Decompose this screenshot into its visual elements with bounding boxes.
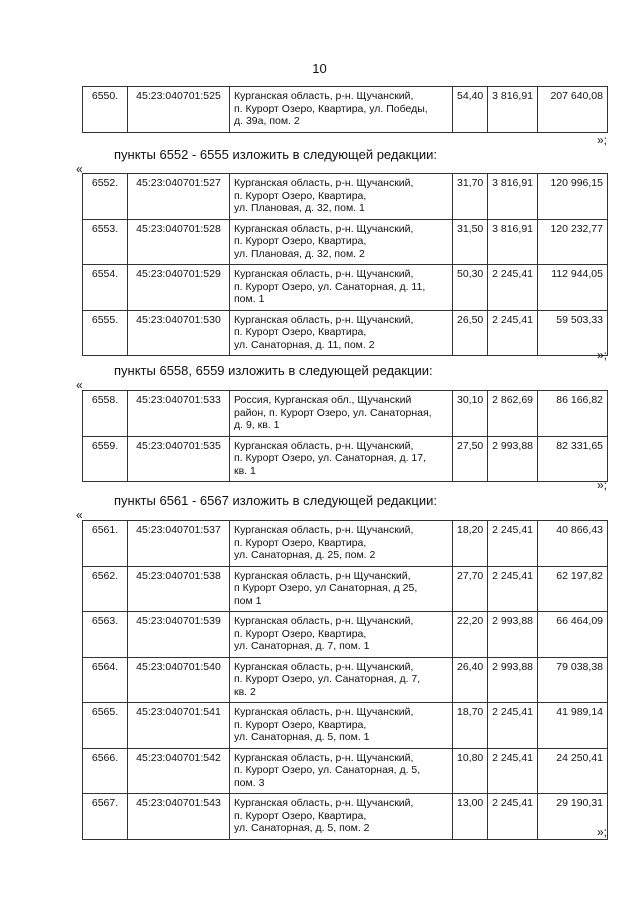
row-number: 6564. <box>83 657 128 703</box>
cadastral-number: 45:23:040701:543 <box>128 794 230 840</box>
closing-quote: »; <box>597 478 608 492</box>
cadastral-value: 29 190,31 <box>538 794 608 840</box>
address: Курганская область, р-н. Щучанский, п. Курорт Озеро, Квартира, ул. Санаторная, д. 5, пом. 1 <box>230 703 453 749</box>
row-number: 6559. <box>83 436 128 482</box>
opening-quote: « <box>76 162 83 176</box>
address: Курганская область, р-н. Щучанский, п. Курорт Озеро, Квартира, ул. Санаторная, д. 11, пом. 2 <box>230 310 453 356</box>
table-row <box>83 748 608 794</box>
specific-value: 2 245,41 <box>488 794 538 840</box>
area: 10,80 <box>453 748 488 794</box>
row-number: 6552. <box>83 174 128 220</box>
address: Россия, Курганская обл., Щучанский район, п. Курорт Озеро, ул. Санаторная, д. 9, кв. 1 <box>230 391 453 437</box>
specific-value: 2 245,41 <box>488 310 538 356</box>
area: 26,50 <box>453 310 488 356</box>
table-row <box>83 391 608 437</box>
area: 50,30 <box>453 265 488 311</box>
cadastral-value: 24 250,41 <box>538 748 608 794</box>
table-row <box>83 566 608 612</box>
registry-table-6561-6567 <box>82 520 608 840</box>
opening-quote: « <box>76 508 83 522</box>
table-row <box>83 219 608 265</box>
area: 31,70 <box>453 174 488 220</box>
row-number: 6567. <box>83 794 128 840</box>
address: Курганская область, р-н. Щучанский, п. Курорт Озеро, ул. Санаторная, д. 17, кв. 1 <box>230 436 453 482</box>
area: 18,70 <box>453 703 488 749</box>
cadastral-number: 45:23:040701:533 <box>128 391 230 437</box>
section-heading: пункты 6561 - 6567 изложить в следующей редакции: <box>114 493 437 508</box>
table-row <box>83 703 608 749</box>
address: Курганская область, р-н. Щучанский, п. Курорт Озеро, Квартира, ул. Победы, д. 39а, пом. 2 <box>230 87 453 133</box>
row-number: 6561. <box>83 521 128 567</box>
area: 27,50 <box>453 436 488 482</box>
cadastral-number: 45:23:040701:530 <box>128 310 230 356</box>
row-number: 6565. <box>83 703 128 749</box>
row-number: 6553. <box>83 219 128 265</box>
address: Курганская область, р-н Щучанский, п Курорт Озеро, ул Санаторная, д 25, пом 1 <box>230 566 453 612</box>
address: Курганская область, р-н. Щучанский, п. Курорт Озеро, Квартира, ул. Плановая, д. 32, пом. 1 <box>230 174 453 220</box>
closing-quote: »; <box>597 825 608 839</box>
area: 13,00 <box>453 794 488 840</box>
cadastral-value: 120 232,77 <box>538 219 608 265</box>
cadastral-number: 45:23:040701:538 <box>128 566 230 612</box>
table-row <box>83 87 608 133</box>
cadastral-number: 45:23:040701:525 <box>128 87 230 133</box>
table-row <box>83 436 608 482</box>
registry-table-6552-6555 <box>82 173 608 356</box>
address: Курганская область, р-н. Щучанский, п. Курорт Озеро, Квартира, ул. Плановая, д. 32, пом. 2 <box>230 219 453 265</box>
cadastral-value: 62 197,82 <box>538 566 608 612</box>
address: Курганская область, р-н. Щучанский, п. Курорт Озеро, ул. Санаторная, д. 7, кв. 2 <box>230 657 453 703</box>
cadastral-number: 45:23:040701:537 <box>128 521 230 567</box>
specific-value: 2 245,41 <box>488 748 538 794</box>
specific-value: 2 245,41 <box>488 265 538 311</box>
registry-table-6550 <box>82 86 608 133</box>
area: 54,40 <box>453 87 488 133</box>
row-number: 6554. <box>83 265 128 311</box>
section-heading: пункты 6558, 6559 изложить в следующей редакции: <box>114 363 433 378</box>
specific-value: 3 816,91 <box>488 219 538 265</box>
area: 31,50 <box>453 219 488 265</box>
address: Курганская область, р-н. Щучанский, п. Курорт Озеро, Квартира, ул. Санаторная, д. 25, пом. 2 <box>230 521 453 567</box>
cadastral-value: 82 331,65 <box>538 436 608 482</box>
cadastral-number: 45:23:040701:535 <box>128 436 230 482</box>
cadastral-value: 207 640,08 <box>538 87 608 133</box>
cadastral-value: 41 989,14 <box>538 703 608 749</box>
row-number: 6562. <box>83 566 128 612</box>
specific-value: 2 245,41 <box>488 703 538 749</box>
specific-value: 2 862,69 <box>488 391 538 437</box>
cadastral-number: 45:23:040701:527 <box>128 174 230 220</box>
address: Курганская область, р-н. Щучанский, п. Курорт Озеро, ул. Санаторная, д. 5, пом. 3 <box>230 748 453 794</box>
cadastral-number: 45:23:040701:541 <box>128 703 230 749</box>
row-number: 6566. <box>83 748 128 794</box>
specific-value: 3 816,91 <box>488 87 538 133</box>
cadastral-value: 120 996,15 <box>538 174 608 220</box>
section-heading: пункты 6552 - 6555 изложить в следующей редакции: <box>114 147 437 162</box>
area: 22,20 <box>453 612 488 658</box>
specific-value: 2 993,88 <box>488 657 538 703</box>
area: 30,10 <box>453 391 488 437</box>
opening-quote: « <box>76 378 83 392</box>
registry-table-6558-6559 <box>82 390 608 482</box>
specific-value: 2 993,88 <box>488 612 538 658</box>
cadastral-number: 45:23:040701:528 <box>128 219 230 265</box>
area: 18,20 <box>453 521 488 567</box>
table-row <box>83 521 608 567</box>
cadastral-number: 45:23:040701:529 <box>128 265 230 311</box>
table-row <box>83 310 608 356</box>
cadastral-value: 40 866,43 <box>538 521 608 567</box>
row-number: 6563. <box>83 612 128 658</box>
cadastral-number: 45:23:040701:540 <box>128 657 230 703</box>
row-number: 6550. <box>83 87 128 133</box>
specific-value: 2 245,41 <box>488 521 538 567</box>
specific-value: 2 245,41 <box>488 566 538 612</box>
specific-value: 3 816,91 <box>488 174 538 220</box>
table-row <box>83 265 608 311</box>
area: 26,40 <box>453 657 488 703</box>
table-row <box>83 612 608 658</box>
cadastral-value: 79 038,38 <box>538 657 608 703</box>
cadastral-number: 45:23:040701:539 <box>128 612 230 658</box>
cadastral-number: 45:23:040701:542 <box>128 748 230 794</box>
row-number: 6558. <box>83 391 128 437</box>
table-row <box>83 174 608 220</box>
cadastral-value: 59 503,33 <box>538 310 608 356</box>
page-number: 10 <box>312 61 327 76</box>
row-number: 6555. <box>83 310 128 356</box>
closing-quote: »; <box>597 133 608 147</box>
cadastral-value: 66 464,09 <box>538 612 608 658</box>
address: Курганская область, р-н. Щучанский, п. Курорт Озеро, Квартира, ул. Санаторная, д. 7, пом. 1 <box>230 612 453 658</box>
closing-quote: »; <box>597 348 608 362</box>
area: 27,70 <box>453 566 488 612</box>
address: Курганская область, р-н. Щучанский, п. Курорт Озеро, Квартира, ул. Санаторная, д. 5, пом. 2 <box>230 794 453 840</box>
specific-value: 2 993,88 <box>488 436 538 482</box>
address: Курганская область, р-н. Щучанский, п. Курорт Озеро, ул. Санаторная, д. 11, пом. 1 <box>230 265 453 311</box>
cadastral-value: 112 944,05 <box>538 265 608 311</box>
table-row <box>83 794 608 840</box>
cadastral-value: 86 166,82 <box>538 391 608 437</box>
table-row <box>83 657 608 703</box>
